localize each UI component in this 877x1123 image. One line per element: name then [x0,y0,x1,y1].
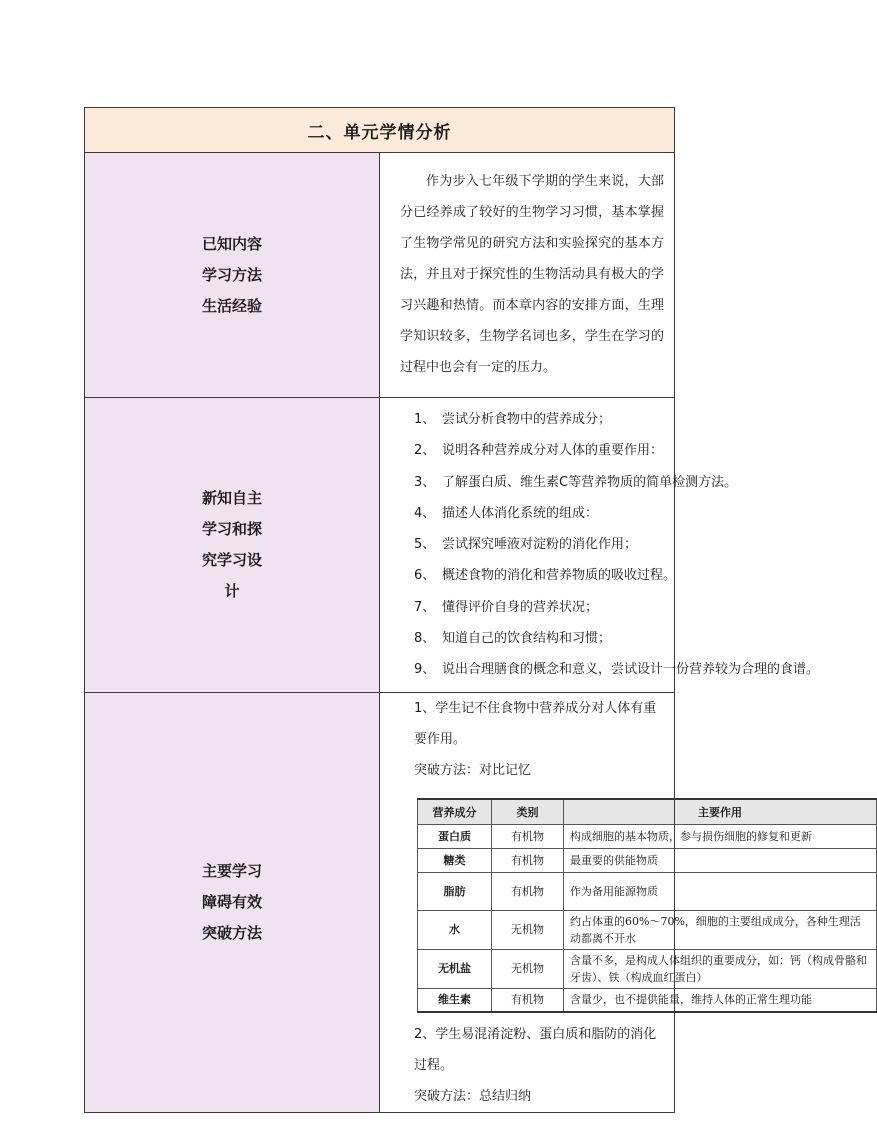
obstacle-point-1: 1、学生记不住食物中营养成分对人体有重要作用。 [414,700,657,747]
list-item [414,560,677,591]
table-cell: 蛋白质 [418,824,492,848]
table-row [418,949,877,988]
table-cell: 有机物 [492,872,564,910]
table-cell: 维生素 [418,988,492,1012]
obstacle-method-1: 突破方法：对比记忆 [414,762,532,778]
table-row [418,848,877,872]
objective-list [394,398,820,692]
item-text: 描述人体消化系统的组成： [442,505,599,521]
table-row [418,910,877,949]
design-content [380,398,820,693]
label-line: 究学习设 [201,550,262,569]
label-line: 学习方法 [201,265,262,284]
list-item [414,623,664,654]
item-text: 概述食物的消化和营养物质的吸收过程。 [442,568,677,584]
analysis-table [84,107,867,1113]
table-cell: 水 [418,910,492,949]
label-line: 新知自主 [201,488,262,507]
table-cell: 构成细胞的基本物质，参与损伤细胞的修复和更新 [564,824,877,848]
section-title: 二、单元学情分析 [85,108,675,153]
item-number: 6、 [414,568,436,584]
item-text: 懂得评价自身的营养状况； [442,599,599,615]
item-text: 说明各种营养成分对人体的重要作用： [442,443,664,459]
row-label-design [85,398,380,693]
item-number: 2、 [414,443,436,459]
label-line: 生活经验 [201,296,262,315]
list-item [414,529,664,560]
label-line: 已知内容 [201,234,262,253]
list-item [414,435,664,466]
table-cell: 有机物 [492,824,564,848]
table-cell: 有机物 [492,848,564,872]
item-number: 1、 [414,412,436,427]
row-label-known [85,153,380,398]
item-text: 说出合理膳食的概念和意义，尝试设计一份营养较为合理的食谱。 [442,662,820,678]
table-cell: 糖类 [418,848,492,872]
row-label-obstacles [85,692,380,1113]
item-text: 了解蛋白质、维生素C等营养物质的简单检测方法。 [442,474,738,490]
obstacle-method-2: 突破方法：总结归纳 [414,1089,532,1105]
item-number: 4、 [414,505,436,521]
item-number: 7、 [414,599,436,615]
known-paragraph: 作为步入七年级下学期的学生来说，大部分已经养成了较好的生物学习习惯，基本掌握了生物学常见的研究方法和实验探究的基本方法，并且对于探究性的生物活动具有极大的学习兴趣和热情。而本章内容的安排方面，生理学知识较多，生物学名词也多，学生在学习的过程中也会有一定的压力。 [400,174,664,375]
nutrient-table [417,798,877,1014]
list-item [414,654,820,685]
known-content [380,153,675,398]
list-item [414,498,664,529]
table-cell: 含量少，也不提供能量，维持人体的正常生理功能 [564,988,877,1012]
list-item [414,467,738,498]
label-line: 计 [224,581,240,600]
table-cell: 脂肪 [418,872,492,910]
item-text: 知道自己的饮食结构和习惯； [442,631,612,647]
table-cell: 有机物 [492,988,564,1012]
nutrient-header-row [418,799,877,825]
item-text: 尝试分析食物中的营养成分； [442,412,612,427]
label-line: 障碍有效 [201,892,262,911]
table-cell: 无机盐 [418,949,492,988]
header-cell: 类别 [492,799,564,825]
item-text: 尝试探究唾液对淀粉的消化作用； [442,537,638,553]
header-cell: 营养成分 [418,799,492,825]
table-cell: 约占体重的60%～70%，细胞的主要组成成分，各种生理活动都离不开水 [564,910,877,949]
table-cell: 作为备用能源物质 [564,872,877,910]
item-number: 5、 [414,537,436,553]
table-row [418,824,877,848]
list-item [414,404,664,435]
list-item [414,592,664,623]
label-line: 突破方法 [201,923,262,942]
item-number: 8、 [414,631,436,647]
header-cell: 主要作用 [564,799,877,825]
table-cell: 最重要的供能物质 [564,848,877,872]
table-cell: 含量不多，是构成人体组织的重要成分，如：钙（构成骨骼和牙齿）、铁（构成血红蛋白） [564,949,877,988]
label-line: 主要学习 [201,861,262,880]
table-cell: 无机物 [492,949,564,988]
table-row [418,988,877,1012]
obstacle-point-2: 2、学生易混淆淀粉、蛋白质和脂防的消化过程。 [414,1027,657,1074]
label-line: 学习和探 [201,519,262,538]
item-number: 3、 [414,474,436,490]
table-cell: 无机物 [492,910,564,949]
table-row [418,872,877,910]
item-number: 9、 [414,662,436,678]
obstacles-content [380,692,867,1113]
